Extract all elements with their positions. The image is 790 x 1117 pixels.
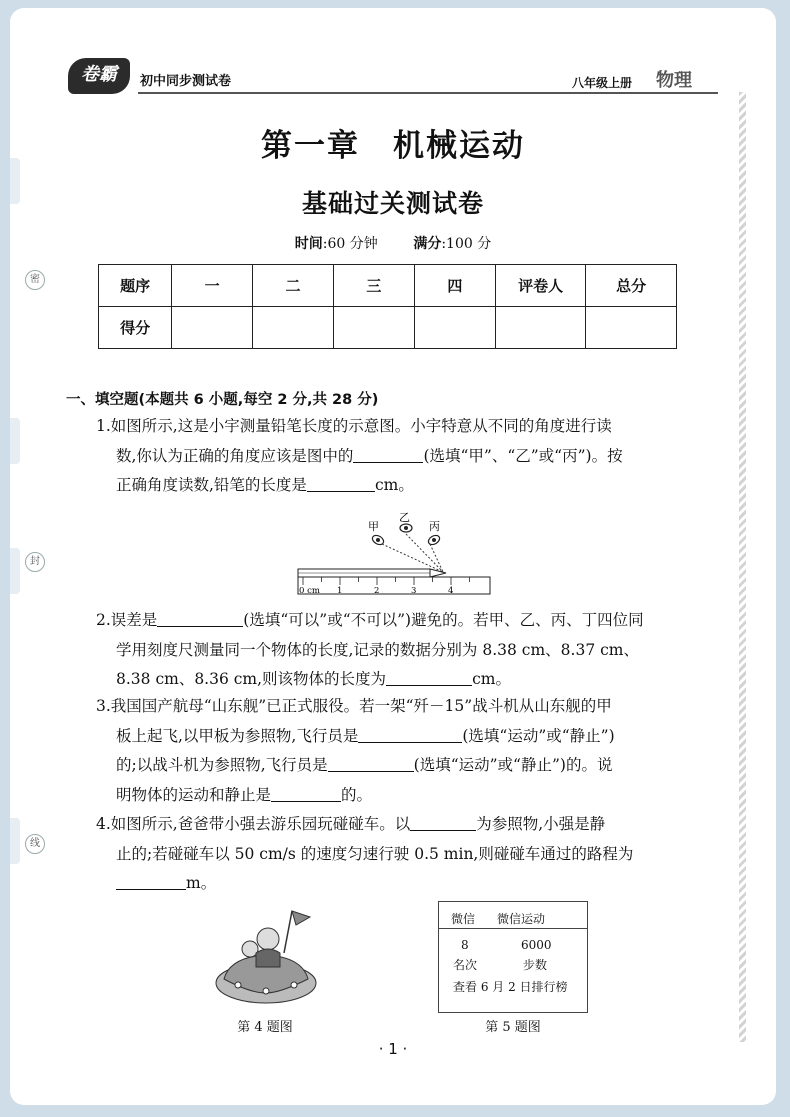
q1-text: 正确角度读数,铅笔的长度是 xyxy=(116,476,307,494)
feature-name: 微信运动 xyxy=(497,912,546,926)
q2-text: 8.38 cm、8.36 cm,则该物体的长度为 xyxy=(116,670,387,688)
answer-blank[interactable] xyxy=(386,667,472,686)
binding-margin xyxy=(10,8,62,1105)
table-cell: 得分 xyxy=(99,307,172,349)
q3-line1: 3.我国国产航母“山东舰”已正式服役。若一架“歼－15”战斗机从山东舰的甲 xyxy=(96,697,612,715)
q3-text: 的;以战斗机为参照物,飞行员是 xyxy=(116,756,328,774)
score-input-cell[interactable] xyxy=(414,307,495,349)
q4-text: 4.如图所示,爸爸带小强去游乐园玩碰碰车。以 xyxy=(96,815,411,833)
leaderboard-link[interactable]: 查看 6 月 2 日排行榜 xyxy=(453,980,568,994)
eye-label-bing: 丙 xyxy=(429,520,440,533)
q3-line4 xyxy=(96,781,712,811)
exam-info xyxy=(10,233,776,253)
eye-label-jia: 甲 xyxy=(368,520,379,533)
score-table-row xyxy=(99,307,677,349)
steps-label: 步数 xyxy=(523,958,548,972)
pencil-ruler-figure xyxy=(286,506,492,598)
wechat-sport-card xyxy=(438,901,588,1013)
eye-icon xyxy=(400,524,412,532)
q3-line2 xyxy=(96,722,712,752)
score-input-cell[interactable] xyxy=(172,307,253,349)
figure5-caption: 第 5 题图 xyxy=(485,1020,541,1035)
ruler xyxy=(298,577,490,596)
table-cell: 总分 xyxy=(586,265,677,307)
ruler-tick-label: 2 xyxy=(374,586,380,596)
q2-text: (选填“可以”或“不可以”)避免的。若甲、乙、丙、丁四位同 xyxy=(243,611,644,629)
subject-label: 物理 xyxy=(656,70,692,91)
answer-blank[interactable] xyxy=(328,753,414,772)
table-cell: 一 xyxy=(172,265,253,307)
answer-blank[interactable] xyxy=(410,812,476,831)
brand-logo: 卷霸 xyxy=(68,58,130,94)
q2-line1 xyxy=(96,611,644,629)
question-1 xyxy=(96,412,712,501)
q1-line2 xyxy=(96,442,712,472)
score-input-cell[interactable] xyxy=(333,307,414,349)
eye-label-yi: 乙 xyxy=(399,511,410,524)
q2-text: cm。 xyxy=(472,670,511,688)
exam-subtitle: 基础过关测试卷 xyxy=(301,189,484,218)
app-name: 微信 xyxy=(451,912,476,926)
answer-blank[interactable] xyxy=(271,783,341,802)
q4-line1 xyxy=(96,815,605,833)
q2-line3 xyxy=(96,665,712,695)
q1-text: 数,你认为正确的角度应该是图中的 xyxy=(116,446,354,465)
question-2 xyxy=(96,606,712,695)
binding-tab xyxy=(10,418,20,464)
eye-icon xyxy=(427,534,441,547)
ruler-tick-label: 4 xyxy=(448,586,454,596)
score-input-cell[interactable] xyxy=(586,307,677,349)
rank-label: 名次 xyxy=(453,958,478,972)
ruler-tick-label: 1 xyxy=(337,586,343,596)
bumper-car-illustration xyxy=(210,901,322,1011)
q3-text: 明物体的运动和静止是 xyxy=(116,785,272,804)
page-header xyxy=(68,56,720,96)
table-cell: 题序 xyxy=(99,265,172,307)
question-3 xyxy=(96,692,712,810)
score-table-header xyxy=(99,265,677,307)
q2-line2: 学用刻度尺测量同一个物体的长度,记录的数据分别为 8.38 cm、8.37 cm、 xyxy=(116,640,639,659)
score-input-cell[interactable] xyxy=(253,307,334,349)
q1-text: (选填“甲”、“乙”或“丙”)。按 xyxy=(423,446,623,465)
seal-mi: 密 xyxy=(25,270,45,290)
q1-line3 xyxy=(96,471,712,501)
answer-blank[interactable] xyxy=(353,444,423,463)
table-cell: 评卷人 xyxy=(495,265,586,307)
score-table xyxy=(98,264,677,349)
binding-tab xyxy=(10,818,20,864)
table-cell: 二 xyxy=(253,265,334,307)
q3-text: (选填“运动”或“静止”)的。说 xyxy=(413,756,613,774)
card-divider xyxy=(439,928,587,929)
q4-text: 为参照物,小强是静 xyxy=(476,815,606,833)
q4-line3 xyxy=(96,869,712,899)
seal-xian: 线 xyxy=(25,834,45,854)
answer-blank[interactable] xyxy=(358,724,462,743)
section-heading: 一、填空题(本题共 6 小题,每空 2 分,共 28 分) xyxy=(66,392,379,408)
score-label: 满分 xyxy=(413,236,442,252)
score-input-cell[interactable] xyxy=(495,307,586,349)
ruler-tick-label: 3 xyxy=(411,586,417,596)
q4-text: m。 xyxy=(186,874,217,892)
time-label: 时间 xyxy=(294,236,323,252)
score-value: :100 分 xyxy=(441,236,492,252)
q1-line1: 1.如图所示,这是小宇测量铅笔长度的示意图。小宇特意从不同的角度进行读 xyxy=(96,417,612,435)
page-number: · 1 · xyxy=(378,1040,408,1058)
q3-text: (选填“运动”或“静止”) xyxy=(462,726,615,745)
q3-text: 的。 xyxy=(341,785,373,804)
q4-line2: 止的;若碰碰车以 50 cm/s 的速度匀速行驶 0.5 min,则碰碰车通过的路程为 xyxy=(116,844,634,863)
steps-value: 6000 xyxy=(521,938,552,952)
grade-label: 八年级上册 xyxy=(572,76,633,90)
binding-tab xyxy=(10,548,20,594)
table-cell: 三 xyxy=(333,265,414,307)
answer-blank[interactable] xyxy=(157,608,243,627)
chapter-title: 第一章 机械运动 xyxy=(261,128,525,164)
q3-line3 xyxy=(96,751,712,781)
question-4 xyxy=(96,810,712,899)
series-name: 初中同步测试卷 xyxy=(140,74,232,89)
time-value: :60 分钟 xyxy=(322,236,378,252)
ruler-tick-label: 0 cm xyxy=(299,586,320,596)
seal-feng: 封 xyxy=(25,552,45,572)
table-cell: 四 xyxy=(414,265,495,307)
q2-text: 2.误差是 xyxy=(96,611,158,629)
q3-text: 板上起飞,以甲板为参照物,飞行员是 xyxy=(116,726,359,745)
rank-value: 8 xyxy=(461,938,469,952)
pencil xyxy=(298,569,446,577)
header-rule xyxy=(138,92,718,94)
answer-blank[interactable] xyxy=(307,473,375,492)
q1-text: cm。 xyxy=(374,476,414,494)
answer-blank[interactable] xyxy=(116,871,186,890)
figure4-caption: 第 4 题图 xyxy=(237,1020,293,1035)
exam-page xyxy=(10,8,776,1105)
